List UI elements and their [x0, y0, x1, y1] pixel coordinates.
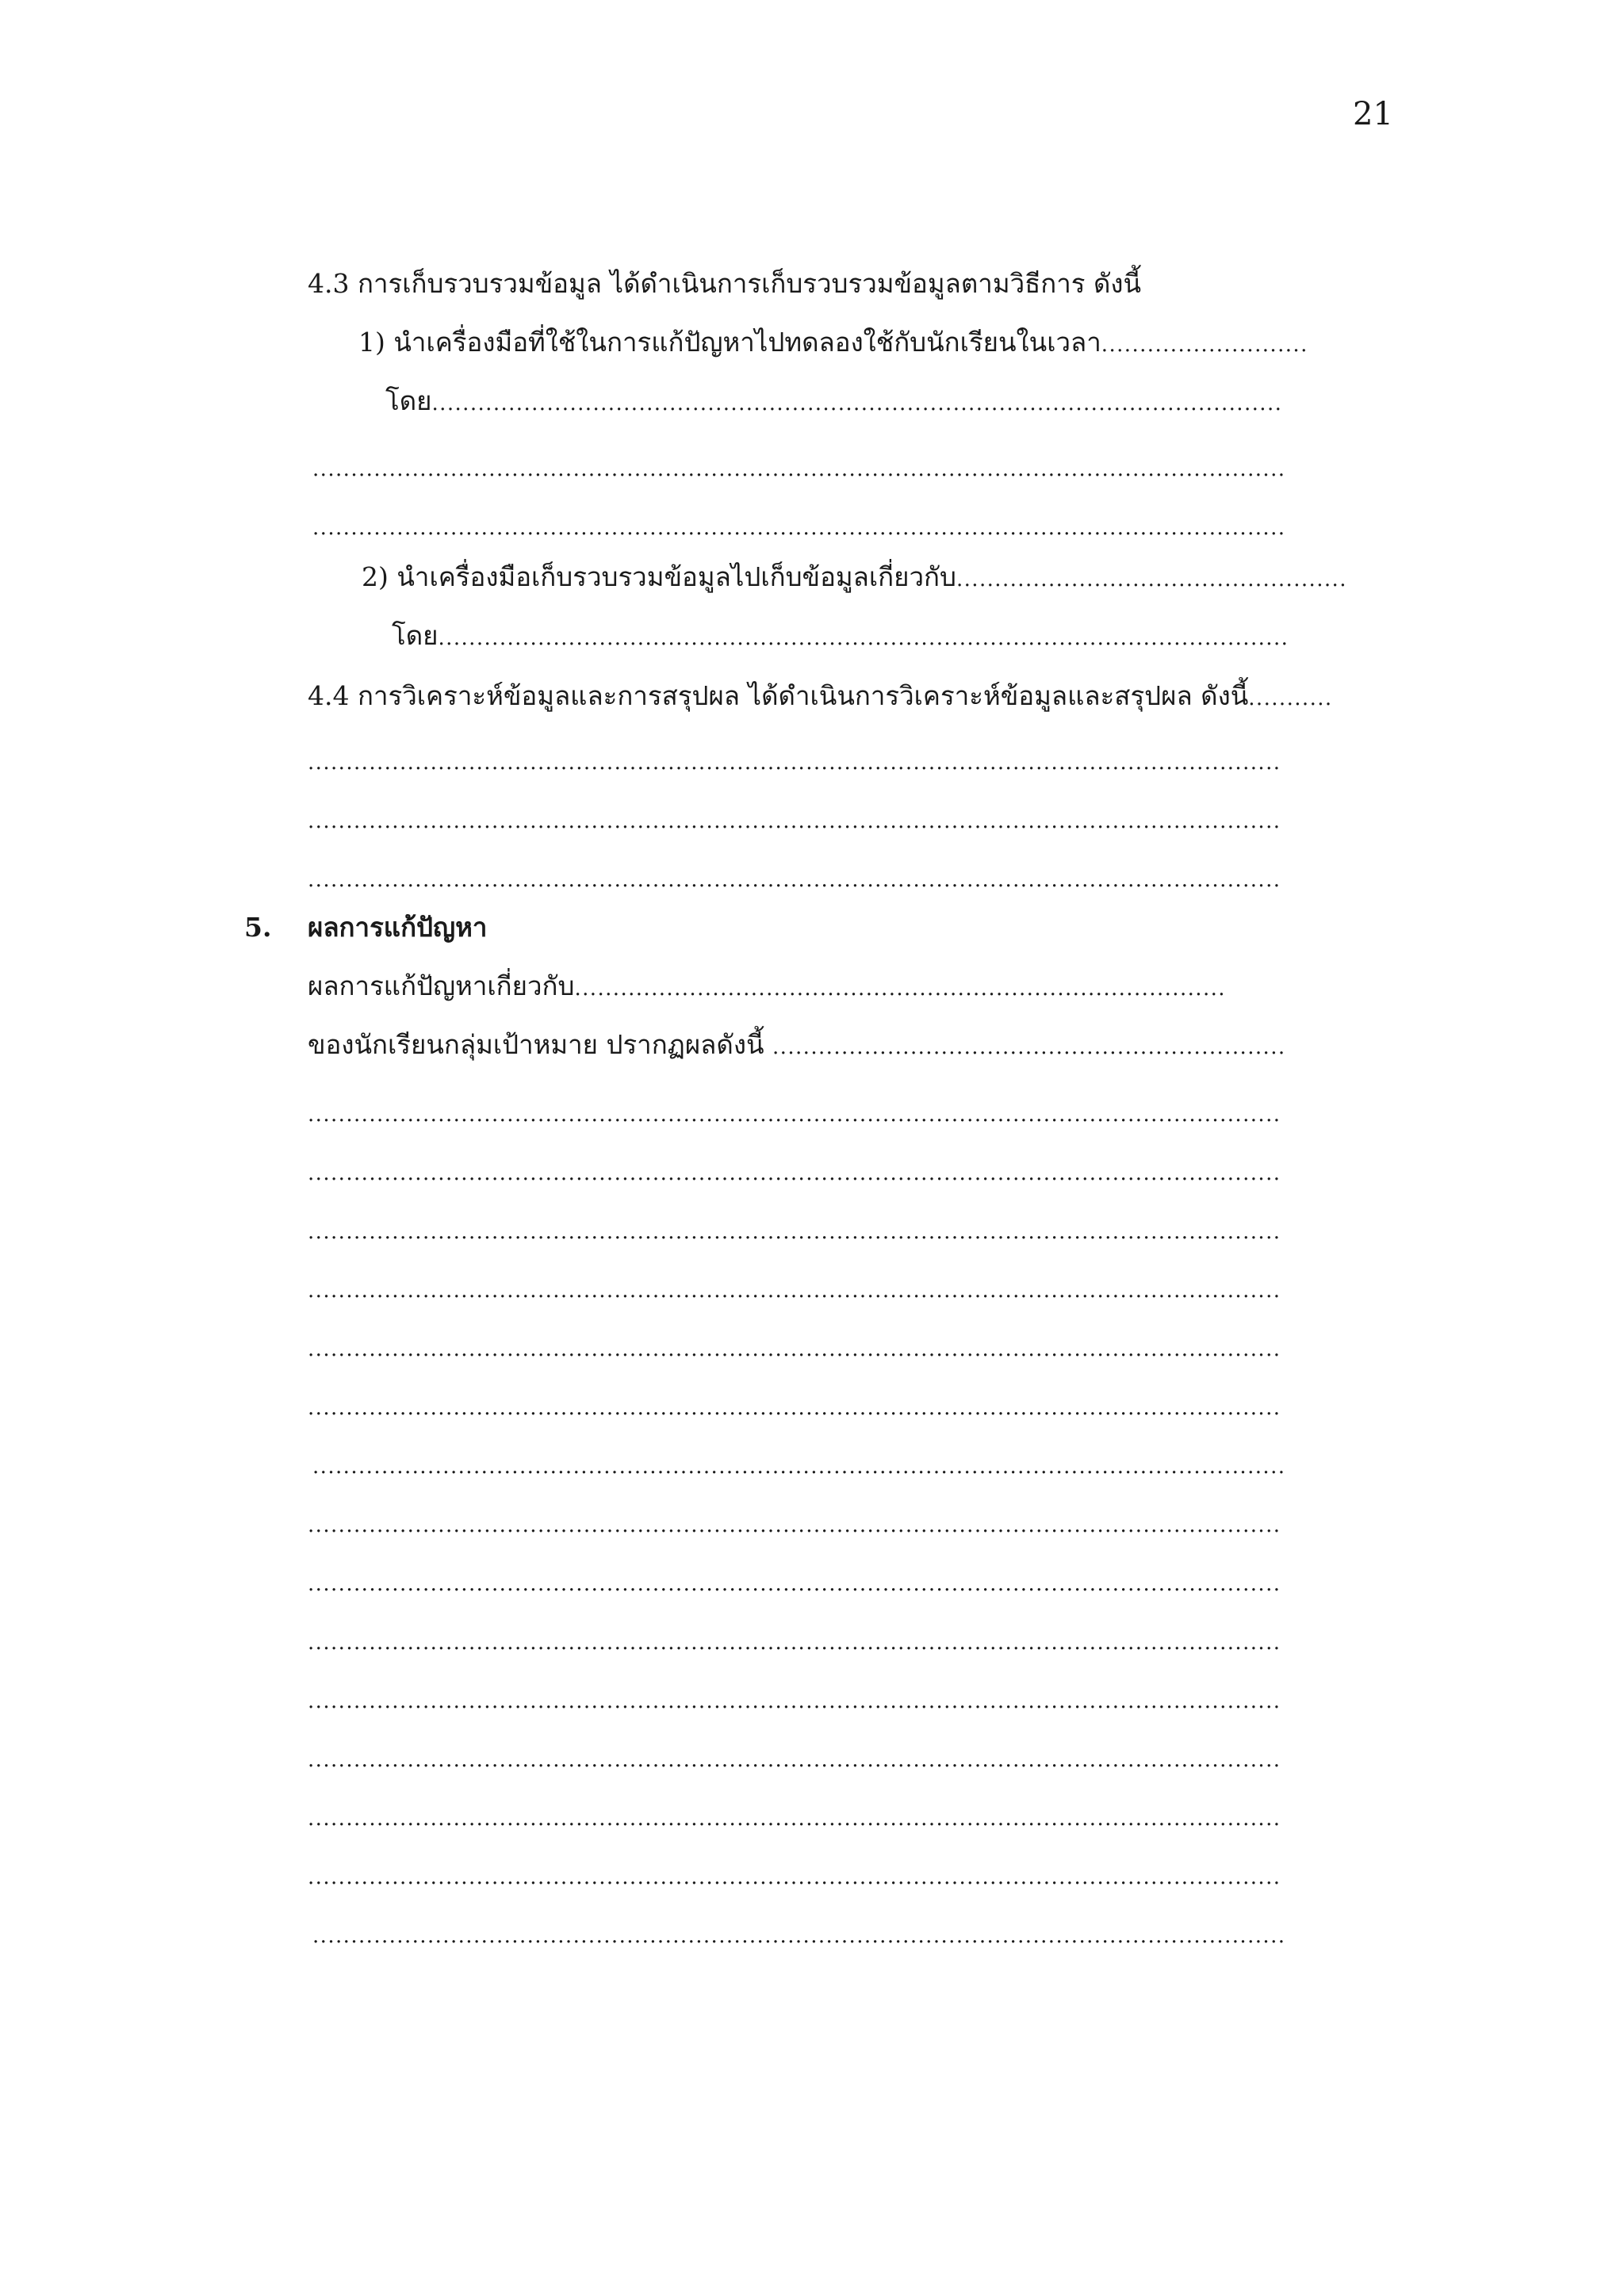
section-4-3-blank-line-1: ............................................................................................................................... [312, 457, 1286, 481]
section-5-blank-line: ............................................................................................................................... [308, 1631, 1281, 1655]
section-5-blank-line: ............................................................................................................................... [308, 1220, 1281, 1244]
section-5-blank-line: ............................................................................................................................... [312, 1924, 1286, 1948]
section-4-4-heading-line [308, 679, 1333, 716]
section-5-blank-line: ............................................................................................................................... [308, 1337, 1281, 1361]
item1-by-label: โดย [385, 385, 432, 416]
section-4-4-blank-line: ............................................................................................................................... [308, 809, 1281, 833]
section-5-line-1-text: ผลการแก้ปัญหาเกี่ยวกับ [308, 970, 575, 1001]
section-5-blank-line: ............................................................................................................................... [308, 1513, 1281, 1537]
item2-text: 2) นำเครื่องมือเก็บรวบรวมข้อมูลไปเก็บข้อมูลเกี่ยวกับ [362, 561, 956, 592]
section-5-number: 5. [244, 912, 272, 943]
section-5-line-1 [308, 969, 1226, 1006]
section-4-3-item1-by [385, 384, 1282, 421]
section-5-blank-line: ............................................................................................................................... [308, 1866, 1281, 1889]
section-5-blank-line: ............................................................................................................................... [308, 1161, 1281, 1185]
section-4-3-heading: 4.3 การเก็บรวบรวมข้อมูล ได้ดำเนินการเก็บรวบรวมข้อมูลตามวิธีการ ดังนี้ [308, 268, 1142, 299]
section-5-blank-line: ............................................................................................................................... [308, 1103, 1281, 1127]
section-5-blank-line: ............................................................................................................................... [308, 1572, 1281, 1596]
section-4-3-item1 [358, 325, 1308, 362]
item1-by-fill-line: ............................................................................................................... [431, 392, 1283, 415]
section-5-line-2-fill-line: ................................................................... [772, 1035, 1286, 1059]
item2-by-label: โดย [392, 620, 439, 651]
section-5-blank-line: ............................................................................................................................... [312, 1455, 1286, 1479]
section-5-line-2 [308, 1027, 1286, 1065]
item2-by-fill-line: ............................................................................................................... [438, 626, 1289, 650]
section-5-title: ผลการแก้ปัญหา [308, 912, 488, 943]
section-4-3-item2-by [392, 618, 1289, 656]
section-4-3-blank-line-2: ............................................................................................................................... [312, 516, 1286, 540]
section-4-4-heading: 4.4 การวิเคราะห์ข้อมูลและการสรุปผล ได้ดำเนินการวิเคราะห์ข้อมูลและสรุปผล ดังนี้ [308, 680, 1249, 711]
section-4-4-blank-line: ............................................................................................................................... [308, 751, 1281, 775]
section-4-4-blank-line: ............................................................................................................................... [308, 868, 1281, 892]
section-4-4-heading-fill-line: ........... [1248, 687, 1333, 710]
page-number: 21 [1353, 96, 1393, 132]
item1-text: 1) นำเครื่องมือที่ใช้ในการแก้ปัญหาไปทดลองใช้กับนักเรียนในเวลา [358, 327, 1101, 358]
section-4-3-item2 [362, 560, 1347, 597]
item1-fill-line: ........................... [1101, 333, 1308, 357]
section-5-blank-line: ............................................................................................................................... [308, 1689, 1281, 1713]
section-5-blank-line: ............................................................................................................................... [308, 1748, 1281, 1772]
section-5-blank-line: ............................................................................................................................... [308, 1807, 1281, 1831]
section-5-line-2-text: ของนักเรียนกลุ่มเป้าหมาย ปรากฏผลดังนี้ [308, 1029, 772, 1060]
section-5-blank-line: ............................................................................................................................... [308, 1396, 1281, 1420]
section-5-blank-line: ............................................................................................................................... [308, 1279, 1281, 1303]
item2-fill-line: ................................................... [956, 568, 1347, 591]
section-5-line-1-fill-line: ..................................................................................... [574, 977, 1226, 1001]
